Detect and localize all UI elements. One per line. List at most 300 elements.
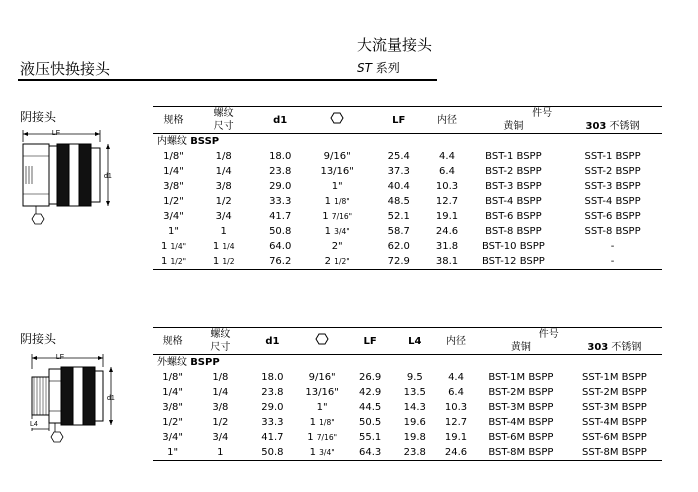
spec-cell-value: 1/8" bbox=[162, 372, 183, 383]
lf-cell-value: 42.9 bbox=[359, 387, 382, 398]
d1-cell-value: 29.0 bbox=[269, 181, 292, 192]
brass-part-cell-value: BST-1M BSPP bbox=[488, 372, 554, 383]
l4-cell-value: 19.6 bbox=[403, 417, 426, 428]
bore-cell-value: 12.7 bbox=[444, 417, 468, 428]
bore-cell bbox=[430, 149, 463, 164]
lf-cell-value: 40.4 bbox=[387, 181, 410, 192]
thread-cell-value: 1/8 bbox=[212, 372, 229, 383]
col-spec: 规格 bbox=[162, 335, 183, 347]
lf-cell bbox=[348, 370, 393, 385]
hex-cell-fraction: 1/2" bbox=[334, 257, 350, 266]
spec-cell bbox=[153, 164, 194, 179]
l4-cell bbox=[392, 415, 437, 430]
hex-cell bbox=[296, 370, 347, 385]
spec-cell bbox=[153, 415, 192, 430]
table-row bbox=[153, 239, 662, 254]
ss-part-cell bbox=[563, 194, 662, 209]
col-ss-grade: 303 bbox=[587, 342, 609, 353]
spec-cell-value: 1/8" bbox=[163, 151, 184, 162]
hex-cell-fraction: 7/16" bbox=[331, 212, 353, 221]
thread-cell bbox=[192, 400, 248, 415]
l4-cell bbox=[392, 400, 437, 415]
hex-cell-value: 1" bbox=[316, 402, 328, 413]
hex-cell-value: 9/16" bbox=[308, 372, 336, 383]
table-row bbox=[153, 209, 662, 224]
spec-cell-value: 1/4" bbox=[162, 387, 183, 398]
lf-cell-value: 72.9 bbox=[387, 256, 410, 267]
ss-part-cell-value: - bbox=[610, 256, 615, 267]
ss-part-cell bbox=[563, 149, 662, 164]
col-ss-grade: 303 bbox=[585, 121, 607, 132]
hex-cell-value: 2" bbox=[331, 241, 343, 252]
brass-part-cell bbox=[464, 254, 563, 270]
col-hex bbox=[296, 328, 347, 355]
hex-cell-value: 1" bbox=[331, 181, 343, 192]
col-spec: 规格 bbox=[163, 114, 184, 126]
hex-cell bbox=[307, 194, 367, 209]
thread-cell bbox=[192, 370, 248, 385]
lf-cell bbox=[348, 415, 393, 430]
hex-cell bbox=[296, 400, 347, 415]
thread-cell-value: 1/8 bbox=[215, 151, 232, 162]
hex-icon bbox=[330, 112, 344, 124]
ss-part-cell bbox=[563, 224, 662, 239]
table-row bbox=[153, 400, 662, 415]
hex-cell-value: 1 bbox=[309, 447, 320, 458]
lf-cell-value: 25.4 bbox=[387, 151, 410, 162]
l4-cell bbox=[392, 445, 437, 461]
ss-part-cell-value: SST-2M BSPP bbox=[582, 387, 647, 398]
ss-part-cell bbox=[563, 209, 662, 224]
section-subtitle-row bbox=[153, 134, 662, 150]
brass-part-cell-value: BST-2 BSPP bbox=[485, 166, 542, 177]
bore-cell bbox=[430, 164, 463, 179]
col-thread-l1: 螺纹 bbox=[213, 108, 234, 119]
ss-part-cell bbox=[567, 430, 662, 445]
d1-cell-value: 18.0 bbox=[261, 372, 284, 383]
thread-type-text: 外螺纹 bbox=[157, 357, 191, 368]
brass-part-cell-value: BST-8M BSPP bbox=[488, 447, 554, 458]
thread-cell-fraction: 1/2 bbox=[222, 257, 235, 266]
bore-cell bbox=[430, 254, 463, 270]
brass-part-cell bbox=[475, 415, 567, 430]
d1-cell-value: 41.7 bbox=[269, 211, 292, 222]
lf-cell-value: 62.0 bbox=[387, 241, 410, 252]
hex-cell bbox=[296, 415, 347, 430]
table2-body bbox=[153, 370, 662, 461]
l4-cell-value: 23.8 bbox=[403, 447, 426, 458]
d1-cell bbox=[248, 385, 296, 400]
ss-part-cell-value: SST-8M BSPP bbox=[582, 447, 647, 458]
bore-cell bbox=[430, 194, 463, 209]
brass-part-cell bbox=[464, 194, 563, 209]
thread-type-subtitle bbox=[153, 355, 662, 371]
thread-cell bbox=[194, 164, 253, 179]
l4-cell-value: 13.5 bbox=[403, 387, 426, 398]
ss-part-cell-value: SST-8 BSPP bbox=[584, 226, 641, 237]
lf-cell bbox=[348, 400, 393, 415]
d1-cell bbox=[253, 194, 307, 209]
spec-cell-value: 1/2" bbox=[163, 196, 184, 207]
d1-cell-value: 33.3 bbox=[261, 417, 284, 428]
thread-cell-value: 1/2 bbox=[212, 417, 229, 428]
lf-cell-value: 58.7 bbox=[387, 226, 410, 237]
col-part-no: 件号 bbox=[538, 329, 559, 340]
col-brass-label: 黄铜 bbox=[510, 342, 531, 353]
brass-part-cell bbox=[475, 400, 567, 415]
table-header-row bbox=[153, 328, 662, 355]
brass-part-cell-value: BST-12 BSPP bbox=[481, 256, 545, 267]
hex-cell bbox=[296, 385, 347, 400]
series-suffix: 系列 bbox=[371, 61, 400, 75]
bore-cell-value: 6.4 bbox=[448, 387, 464, 398]
bore-cell-value: 10.3 bbox=[444, 402, 468, 413]
ss-part-cell bbox=[563, 164, 662, 179]
hex-cell bbox=[307, 254, 367, 270]
bore-cell-value: 4.4 bbox=[448, 372, 464, 383]
spec-cell bbox=[153, 430, 192, 445]
thread-cell bbox=[194, 149, 253, 164]
ss-part-cell-value: SST-6 BSPP bbox=[584, 211, 641, 222]
ss-part-cell bbox=[567, 400, 662, 415]
thread-type-subtitle bbox=[153, 134, 662, 150]
spec-cell-value: 3/8" bbox=[163, 181, 184, 192]
lf-cell bbox=[348, 385, 393, 400]
brass-part-cell-value: BST-4M BSPP bbox=[488, 417, 554, 428]
col-hex bbox=[307, 107, 367, 134]
l4-cell bbox=[392, 370, 437, 385]
l4-cell-value: 9.5 bbox=[406, 372, 423, 383]
col-thread-l2: 尺寸 bbox=[213, 121, 234, 132]
bore-cell-value: 31.8 bbox=[435, 241, 459, 252]
brass-part-cell bbox=[464, 164, 563, 179]
bore-cell bbox=[437, 445, 475, 461]
male-thread-coupler-drawing bbox=[14, 349, 124, 445]
spec-cell bbox=[153, 149, 194, 164]
d1-cell bbox=[253, 224, 307, 239]
ss-part-cell-value: SST-4 BSPP bbox=[584, 196, 641, 207]
bore-cell bbox=[430, 179, 463, 194]
ss-part-cell-value: - bbox=[610, 241, 615, 252]
col-stainless bbox=[532, 107, 662, 134]
thread-cell bbox=[194, 209, 253, 224]
title-rule bbox=[18, 79, 437, 81]
d1-cell bbox=[248, 370, 296, 385]
thread-cell bbox=[192, 415, 248, 430]
hex-cell-value: 2 bbox=[324, 256, 335, 267]
ss-part-cell bbox=[563, 254, 662, 270]
bore-cell-value: 12.7 bbox=[435, 196, 459, 207]
table-row bbox=[153, 224, 662, 239]
hex-cell bbox=[307, 209, 367, 224]
ss-part-cell bbox=[563, 239, 662, 254]
hex-cell bbox=[296, 430, 347, 445]
female-coupler-drawing bbox=[14, 126, 124, 228]
lf-cell-value: 55.1 bbox=[359, 432, 382, 443]
d1-cell-value: 23.8 bbox=[261, 387, 284, 398]
spec-cell-value: 1" bbox=[167, 447, 179, 458]
thread-cell-value: 1 bbox=[217, 447, 224, 458]
col-d1: d1 bbox=[273, 114, 288, 126]
d1-cell-value: 41.7 bbox=[261, 432, 284, 443]
col-bore: 内径 bbox=[436, 114, 457, 126]
page-title: 液压快换接头 bbox=[20, 60, 111, 78]
d1-cell bbox=[248, 445, 296, 461]
thread-cell-value: 1 bbox=[212, 256, 223, 267]
lf-cell bbox=[348, 430, 393, 445]
col-thread-l1: 螺纹 bbox=[210, 329, 231, 340]
thread-cell bbox=[192, 445, 248, 461]
hex-cell-fraction: 1/8" bbox=[319, 418, 335, 427]
lf-cell-value: 52.1 bbox=[387, 211, 410, 222]
ss-part-cell bbox=[567, 385, 662, 400]
d1-cell bbox=[253, 149, 307, 164]
brass-part-cell bbox=[475, 430, 567, 445]
section-subtitle-row bbox=[153, 355, 662, 371]
bore-cell-value: 6.4 bbox=[439, 166, 455, 177]
hex-cell bbox=[307, 149, 367, 164]
brass-part-cell-value: BST-6M BSPP bbox=[488, 432, 554, 443]
spec-cell-value: 1 bbox=[160, 256, 171, 267]
brass-part-cell-value: BST-3 BSPP bbox=[485, 181, 542, 192]
lf-cell bbox=[367, 194, 430, 209]
thread-cell-fraction: 1/4 bbox=[222, 242, 235, 251]
bore-cell bbox=[430, 224, 463, 239]
bore-cell bbox=[437, 430, 475, 445]
bore-cell-value: 24.6 bbox=[435, 226, 459, 237]
spec-cell-value: 1 bbox=[160, 241, 171, 252]
bore-cell-value: 10.3 bbox=[435, 181, 459, 192]
thread-cell bbox=[194, 254, 253, 270]
hex-cell bbox=[307, 164, 367, 179]
thread-cell bbox=[194, 194, 253, 209]
thread-cell-value: 3/4 bbox=[215, 211, 232, 222]
d1-cell bbox=[253, 239, 307, 254]
spec-cell-value: 1/4" bbox=[163, 166, 184, 177]
col-thread-size bbox=[194, 107, 253, 134]
thread-cell bbox=[194, 224, 253, 239]
lf-cell bbox=[348, 445, 393, 461]
thread-cell-value: 1 bbox=[220, 226, 227, 237]
spec-cell bbox=[153, 385, 192, 400]
thread-cell-value: 3/8 bbox=[212, 402, 229, 413]
ss-part-cell-value: SST-3 BSPP bbox=[584, 181, 641, 192]
table-row bbox=[153, 149, 662, 164]
d1-dim-label: d1 bbox=[107, 395, 115, 402]
lf-cell bbox=[367, 149, 430, 164]
d1-cell bbox=[248, 400, 296, 415]
col-bore: 内径 bbox=[446, 335, 467, 347]
spec-cell bbox=[153, 194, 194, 209]
col-brass-label: 黄铜 bbox=[503, 121, 524, 132]
ss-part-cell bbox=[567, 370, 662, 385]
brass-part-cell bbox=[464, 149, 563, 164]
col-lf: LF bbox=[392, 114, 406, 126]
lf-dim-label: LF bbox=[51, 130, 61, 137]
ss-part-cell-value: SST-6M BSPP bbox=[582, 432, 647, 443]
spec-cell bbox=[153, 239, 194, 254]
bore-cell-value: 38.1 bbox=[435, 256, 459, 267]
table-row bbox=[153, 179, 662, 194]
thread-cell bbox=[192, 385, 248, 400]
d1-dim-label: d1 bbox=[104, 173, 112, 180]
brass-part-cell bbox=[475, 445, 567, 461]
brass-part-cell bbox=[464, 224, 563, 239]
hex-cell bbox=[307, 239, 367, 254]
thread-cell bbox=[192, 430, 248, 445]
hex-icon bbox=[315, 333, 329, 345]
table-row bbox=[153, 164, 662, 179]
d1-cell-value: 18.0 bbox=[269, 151, 292, 162]
hex-cell-value: 1 bbox=[307, 432, 317, 443]
ss-part-cell bbox=[567, 445, 662, 461]
hex-cell-fraction: 3/4" bbox=[319, 448, 335, 457]
thread-type-code: BSPP bbox=[190, 357, 220, 368]
lf-cell-value: 50.5 bbox=[359, 417, 382, 428]
lf-cell-value: 48.5 bbox=[387, 196, 410, 207]
col-l4: L4 bbox=[408, 335, 422, 347]
brass-part-cell-value: BST-8 BSPP bbox=[485, 226, 542, 237]
thread-type-text: 内螺纹 bbox=[157, 136, 191, 147]
d1-cell bbox=[253, 179, 307, 194]
spec-cell bbox=[153, 224, 194, 239]
d1-cell-value: 76.2 bbox=[269, 256, 292, 267]
thread-cell-value: 1 bbox=[212, 241, 223, 252]
ss-part-cell-value: SST-1 BSPP bbox=[584, 151, 641, 162]
lf-dim-label: LF bbox=[55, 354, 65, 361]
table-row bbox=[153, 445, 662, 461]
ss-part-cell-value: SST-3M BSPP bbox=[582, 402, 647, 413]
hex-cell bbox=[307, 224, 367, 239]
lf-cell-value: 37.3 bbox=[387, 166, 410, 177]
hex-cell-value: 13/16" bbox=[320, 166, 354, 177]
hex-cell-fraction: 3/4" bbox=[334, 227, 350, 236]
table-row bbox=[153, 415, 662, 430]
brass-part-cell bbox=[464, 239, 563, 254]
bore-cell bbox=[437, 370, 475, 385]
spec-cell-value: 3/4" bbox=[162, 432, 183, 443]
hex-cell-value: 1 bbox=[324, 196, 335, 207]
spec-cell bbox=[153, 400, 192, 415]
hex-cell-fraction: 1/8" bbox=[334, 197, 350, 206]
spec-cell-fraction: 1/2" bbox=[170, 257, 187, 266]
brass-part-cell-value: BST-6 BSPP bbox=[485, 211, 542, 222]
l4-dim-label: L4 bbox=[30, 421, 38, 428]
ss-part-cell bbox=[567, 415, 662, 430]
d1-cell bbox=[253, 164, 307, 179]
l4-cell bbox=[392, 385, 437, 400]
thread-cell bbox=[194, 179, 253, 194]
hex-cell-fraction: 7/16" bbox=[316, 433, 338, 442]
ss-part-cell-value: SST-2 BSPP bbox=[584, 166, 641, 177]
col-thread-l2: 尺寸 bbox=[210, 342, 231, 353]
col-stainless bbox=[538, 328, 662, 355]
brass-part-cell-value: BST-3M BSPP bbox=[488, 402, 554, 413]
lf-cell-value: 64.3 bbox=[359, 447, 382, 458]
coupler-spec-table-female-thread bbox=[153, 106, 662, 270]
thread-type-code: BSSP bbox=[190, 136, 220, 147]
table-row bbox=[153, 370, 662, 385]
col-d1: d1 bbox=[265, 335, 280, 347]
thread-cell-value: 1/2 bbox=[215, 196, 232, 207]
lf-cell bbox=[367, 254, 430, 270]
brass-part-cell bbox=[475, 370, 567, 385]
section2-label: 阴接头 bbox=[20, 332, 57, 346]
brass-part-cell bbox=[464, 179, 563, 194]
d1-cell bbox=[253, 254, 307, 270]
hex-cell bbox=[296, 445, 347, 461]
thread-cell-value: 3/4 bbox=[212, 432, 229, 443]
ss-part-cell-value: SST-4M BSPP bbox=[582, 417, 647, 428]
brass-part-cell bbox=[464, 209, 563, 224]
table-row bbox=[153, 254, 662, 270]
spec-cell-value: 3/4" bbox=[163, 211, 184, 222]
brass-part-cell bbox=[475, 385, 567, 400]
d1-cell-value: 50.8 bbox=[269, 226, 292, 237]
brass-part-cell-value: BST-2M BSPP bbox=[488, 387, 554, 398]
d1-cell-value: 50.8 bbox=[261, 447, 284, 458]
bore-cell bbox=[430, 209, 463, 224]
hex-cell-value: 1 bbox=[322, 211, 332, 222]
lf-cell bbox=[367, 164, 430, 179]
ss-part-cell bbox=[563, 179, 662, 194]
bore-cell bbox=[437, 385, 475, 400]
hex-cell-value: 9/16" bbox=[323, 151, 351, 162]
d1-cell-value: 33.3 bbox=[269, 196, 292, 207]
d1-cell bbox=[248, 430, 296, 445]
lf-cell bbox=[367, 179, 430, 194]
spec-cell-value: 3/8" bbox=[162, 402, 183, 413]
bore-cell-value: 19.1 bbox=[444, 432, 468, 443]
spec-cell-value: 1" bbox=[168, 226, 179, 237]
l4-cell bbox=[392, 430, 437, 445]
spec-cell-value: 1/2" bbox=[162, 417, 183, 428]
table-row bbox=[153, 385, 662, 400]
hex-cell-value: 13/16" bbox=[305, 387, 339, 398]
thread-cell-value: 3/8 bbox=[215, 181, 232, 192]
l4-cell-value: 14.3 bbox=[403, 402, 426, 413]
table-row bbox=[153, 430, 662, 445]
table-header-row bbox=[153, 107, 662, 134]
table-row bbox=[153, 194, 662, 209]
bore-cell bbox=[430, 239, 463, 254]
d1-cell-value: 64.0 bbox=[269, 241, 292, 252]
col-lf: LF bbox=[363, 335, 377, 347]
spec-cell bbox=[153, 445, 192, 461]
section1-label: 阴接头 bbox=[20, 110, 57, 124]
thread-cell-value: 1/4 bbox=[215, 166, 232, 177]
lf-cell-value: 44.5 bbox=[359, 402, 382, 413]
lf-cell bbox=[367, 209, 430, 224]
bore-cell-value: 24.6 bbox=[444, 447, 468, 458]
hex-cell bbox=[307, 179, 367, 194]
spec-cell bbox=[153, 254, 194, 270]
d1-cell-value: 23.8 bbox=[269, 166, 292, 177]
d1-cell-value: 29.0 bbox=[261, 402, 284, 413]
brass-part-cell-value: BST-4 BSPP bbox=[485, 196, 542, 207]
ss-part-cell-value: SST-1M BSPP bbox=[582, 372, 647, 383]
lf-cell bbox=[367, 224, 430, 239]
spec-cell-fraction: 1/4" bbox=[170, 242, 187, 251]
table1-body bbox=[153, 149, 662, 270]
lf-cell-value: 26.9 bbox=[359, 372, 382, 383]
thread-cell-value: 1/4 bbox=[212, 387, 229, 398]
brass-part-cell-value: BST-10 BSPP bbox=[481, 241, 545, 252]
thread-cell bbox=[194, 239, 253, 254]
series-title: 大流量接头 bbox=[357, 36, 433, 54]
bore-cell bbox=[437, 415, 475, 430]
col-ss-label: 不锈钢 bbox=[608, 342, 642, 353]
